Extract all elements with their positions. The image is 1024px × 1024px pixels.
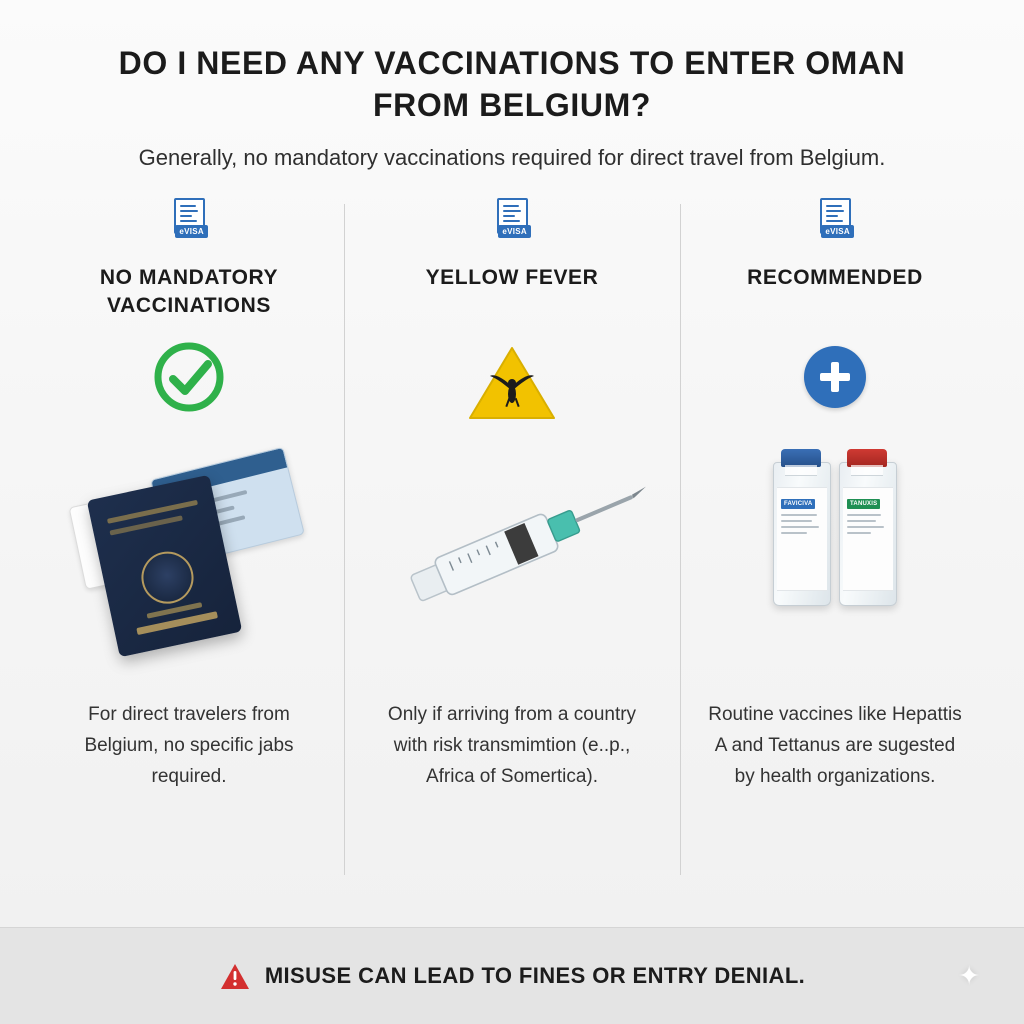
column-3-title: RECOMMENDED: [747, 266, 923, 290]
passport-and-cards-illustration: [64, 424, 314, 624]
vial-brand-label: FAVICIVA: [781, 499, 815, 509]
evisa-tag-label: eVISA: [498, 225, 531, 238]
page-subtitle: Generally, no mandatory vaccinations required for direct travel from Belgium.: [138, 145, 886, 171]
footer-warning-bar: [0, 927, 1024, 1024]
column-3-artwork: [698, 336, 972, 696]
header: [0, 0, 1024, 174]
column-1-title: NO MANDATORY VACCINATIONS: [99, 266, 279, 318]
vial-brand-label: TANUXIS: [847, 499, 880, 509]
column-recommended: [680, 198, 990, 927]
vaccine-vial: [773, 462, 831, 606]
column-2-artwork: [362, 336, 662, 696]
mosquito-warning-icon: [466, 342, 558, 424]
column-2-caption: Only if arriving from a country with risk transmimtion (e..p., Africa of Somertica).: [387, 704, 637, 787]
column-yellow-fever: [344, 198, 680, 927]
column-1-caption: For direct travelers from Belgium, no specific jabs required.: [84, 704, 294, 787]
vial-label: [843, 487, 893, 591]
red-warning-icon: [219, 962, 251, 991]
medical-plus-icon: [804, 346, 866, 408]
evisa-badge-icon: [818, 198, 852, 238]
vaccine-vial: [839, 462, 897, 606]
green-check-icon: [152, 340, 226, 414]
evisa-badge-icon: [172, 198, 206, 238]
footer-warning-text: MISUSE CAN LEAD TO FINES OR ENTRY DENIAL.: [264, 963, 806, 988]
columns-container: [0, 198, 1024, 927]
page-title: DO I NEED ANY VACCINATIONS TO ENTER OMAN FROM BELGIUM?: [118, 45, 906, 124]
column-no-mandatory-vaccinations: [34, 198, 344, 927]
column-3-caption: Routine vaccines like Hepattis A and Tettanus are sugested by health organizations.: [708, 704, 962, 787]
syringe-illustration: [362, 450, 662, 640]
evisa-tag-label: eVISA: [175, 225, 208, 238]
column-1-artwork: [52, 336, 326, 696]
evisa-badge-icon: [495, 198, 529, 238]
sparkle-icon: ✦: [958, 960, 980, 991]
vial-label: [777, 487, 827, 591]
column-2-title: YELLOW FEVER: [425, 266, 599, 290]
evisa-tag-label: eVISA: [821, 225, 854, 238]
vaccine-vials-illustration: [773, 462, 897, 606]
